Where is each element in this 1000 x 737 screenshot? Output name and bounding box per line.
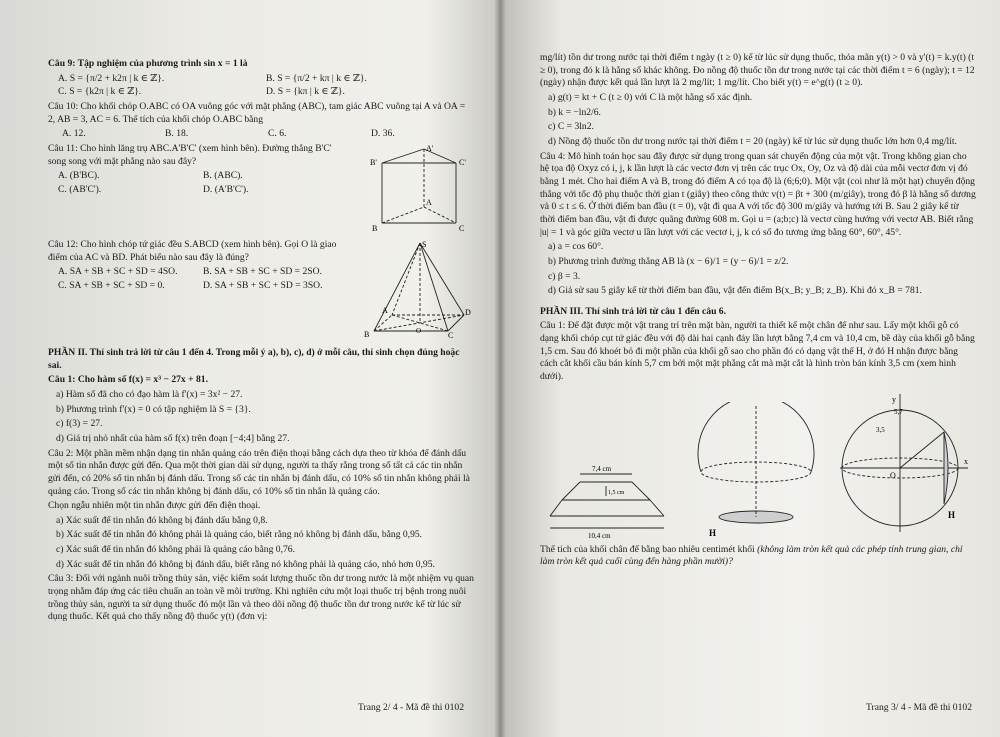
p2-c4-a: a) a = cos 60°.	[548, 241, 604, 253]
p2-c2-lead: Chọn ngẫu nhiên một tin nhắn được gửi đến điện thoại.	[48, 500, 261, 512]
prism-label-a: A	[426, 197, 432, 207]
sphere-label-h: H	[948, 509, 956, 520]
p2-c4-c: c) β = 3.	[548, 270, 581, 282]
q11-option-a: A. (B'BC).	[58, 170, 100, 182]
sphere-label-r57: 5,7	[894, 407, 903, 416]
q9-option-d: D. S = {kπ | k ∈ ℤ}.	[266, 86, 345, 98]
p2-c3-c: c) C = 3ln2.	[548, 121, 594, 133]
hollow-label-h: H	[708, 527, 716, 538]
q12-text: Câu 12: Cho hình chóp tứ giác đều S.ABCD (xem hình bên). Gọi O là giao điểm của AC và BD. Phát biểu nào sau đây là đúng?	[48, 238, 337, 263]
p2-c4-b: b) Phương trình đường thẳng AB là (x − 6)/1 = (y − 6)/1 = z/2.	[548, 255, 789, 267]
frustum-top-label: 7,4 cm	[592, 464, 612, 473]
prism-label-b1: B'	[370, 157, 377, 167]
p2-c1-d: d) Giá trị nhỏ nhất của hàm số f(x) trên đoạn [−4;4] bằng 27.	[56, 432, 290, 444]
book-fold	[494, 0, 506, 737]
hollow-figure	[691, 402, 821, 542]
p2-c3-text: Câu 3: Đối với ngành nuôi trồng thủy sản, việc kiểm soát lượng thuốc tồn dư trong nước là một nhiệm vụ quan trọng nhằm đáp ứng các tiêu chuẩn an toàn về môi trường. Khi nghiên cứu một loại thuốc trị bệnh trong nuôi trồng thủy sản, người ta sử dụng thuốc đó một lần và theo dõi nồng độ thuốc tồn dư trong nước kể từ lúc sử dụng thuốc. Kết quả cho thấy nồng độ thuốc y(t) (đơn vị:	[48, 573, 474, 623]
q11-options	[58, 170, 348, 196]
q12-option-d: D. SA + SB + SC + SD = 3SO.	[203, 279, 323, 291]
pyr-label-c: C	[448, 330, 454, 339]
part-3-heading: PHẦN III. Thí sinh trả lời từ câu 1 đến câu 6.	[540, 305, 727, 317]
q9-option-b: B. S = {π/2 + kπ | k ∈ ℤ}.	[266, 72, 367, 84]
p2-c3-d: d) Nồng độ thuốc tồn dư trong nước tại thời điểm t = 20 (ngày) kể từ lúc sử dụng thuốc lớn hơn 0,4 mg/lít.	[548, 135, 957, 147]
part-2-heading: PHẦN II. Thí sinh trả lời từ câu 1 đến 4. Trong mỗi ý a), b), c), d) ở mỗi câu, thí sinh chọn đúng hoặc sai.	[48, 346, 460, 371]
prism-label-b: B	[372, 223, 378, 233]
frustum-figure	[540, 452, 675, 542]
q12-option-b: B. SA + SB + SC + SD = 2SO.	[203, 266, 322, 278]
q9-options	[58, 73, 474, 99]
sphere-label-o: O	[890, 470, 896, 480]
q11-text: Câu 11: Cho hình lăng trụ ABC.A'B'C' (xem hình bên). Đường thẳng B'C' song song với mặt phẳng nào sau đây?	[48, 142, 332, 167]
p3-c1-figures	[540, 392, 976, 542]
p2-c4-text: Câu 4: Mô hình toán học sau đây được sử dụng trong quan sát chuyển động của một vật. Trong không gian cho hệ tọa độ Oxyz có i, j, k lần lượt là các vectơ đơn vị trên các trục Ox, Oy, Oz và độ dài của mỗi vectơ đơn vị đó bằng 1 mét. Cho hai điểm A và B, trong đó điểm A có tọa độ là (6;6;0). Một vật (coi như là một hạt) chuyển động thẳng với tốc độ phụ thuộc thời gian t (giây) theo công thức v(t) = βt + 300 (m/giây), trong đó β là hằng số dương và 0 ≤ t ≤ 6. Ở thời điểm ban đầu (t = 0), vật đi qua A với tốc độ 300 m/giây và hướng tới B. Sau 2 giây kể từ thời điểm ban đầu, vật đi được quãng đường 608 m. Gọi u = (a;b;c) là vectơ cùng hướng với vectơ AB. Biết rằng |u| = 1 và góc giữa vectơ u lần lượt với các vectơ i, j, k có số đo tương ứng bằng 60°, 60°, 45°.	[540, 150, 976, 238]
q9-option-a: A. S = {π/2 + k2π | k ∈ ℤ}.	[58, 72, 165, 84]
page-3-footer: Trang 3/ 4 - Mã đề thi 0102	[866, 702, 972, 714]
pyr-label-a: A	[382, 305, 388, 315]
p2-c3-b: b) k = −ln2/6.	[548, 106, 601, 118]
final-question	[540, 544, 976, 569]
prism-label-c1: C'	[459, 157, 466, 167]
pyr-label-o: O	[416, 326, 422, 335]
q11-option-c: C. (AB'C').	[58, 183, 102, 195]
q9-text: Câu 9: Tập nghiệm của phương trình sin x = 1 là	[48, 58, 248, 69]
prism-label-c: C	[459, 223, 465, 233]
p3-c1-text: Câu 1: Để đặt được một vật trang trí trên mặt bàn, người ta thiết kế một chân đế như sau. Lấy một khối gỗ có dạng khối chóp cụt tứ giác đều với độ dài hai cạnh đáy lần lượt bằng 7,4 cm và 10,4 cm, bề dày của khối gỗ bằng 1,5 cm. Sau đó khoét bỏ đi một phần của khối gỗ sao cho phần đó có dạng vật thể H, ở đó H nhận được bằng cách cắt khối cầu bán kính 5,7 cm bởi một mặt phẳng cắt mà mặt cắt là hình tròn bán kính 3,5 cm (xem hình dưới).	[540, 320, 975, 383]
q10-options	[62, 128, 474, 141]
frustum-bottom-label: 10,4 cm	[588, 531, 611, 540]
q12-options	[58, 266, 348, 292]
prism-label-a1: A'	[426, 143, 434, 153]
p2-c2-c: c) Xác suất để tin nhắn đó không phải là quảng cáo bằng 0,76.	[56, 544, 295, 556]
prism-figure	[364, 143, 474, 235]
p2-c2-a: a) Xác suất để tin nhắn đó không bị đánh dấu bằng 0,8.	[56, 514, 268, 526]
p2-c1-b: b) Phương trình f'(x) = 0 có tập nghiệm là S = {3}.	[56, 403, 251, 415]
q10-option-d: D. 36.	[371, 128, 395, 140]
pyr-label-d: D	[465, 307, 471, 317]
sphere-label-y: y	[892, 394, 896, 404]
q12-block	[48, 239, 474, 339]
p2-c2-d: d) Xác suất để tin nhắn đó không bị đánh dấu, biết rằng nó không phải là quảng cáo, nhỏ hơn 0,95.	[56, 558, 435, 570]
final-question-text: Thể tích của khối chân đế bằng bao nhiêu centimét khối	[540, 543, 755, 555]
page-2-footer: Trang 2/ 4 - Mã đề thi 0102	[358, 702, 464, 714]
p2-c3-a: a) g(t) = kt + C (t ≥ 0) với C là một hằng số xác định.	[548, 91, 753, 103]
sphere-label-x: x	[964, 456, 968, 466]
q10-option-b: B. 18.	[165, 128, 189, 140]
q11-option-d: D. (A'B'C').	[203, 183, 249, 195]
page-3	[500, 0, 1000, 737]
pyramid-figure	[364, 239, 474, 339]
p2-c1-text: Câu 1: Cho hàm số f(x) = x³ − 27x + 81.	[48, 374, 208, 386]
q10-option-c: C. 6.	[268, 128, 287, 140]
p2-c3-continued: mg/lít) tồn dư trong nước tại thời điểm t ngày (t ≥ 0) kể từ lúc sử dụng thuốc, thỏa mãn y(t) > 0 và y'(t) = k.y(t) (t ≥ 0), trong đó k là hằng số khác không. Đo nồng độ thuốc tồn dư trong nước tại các thời điểm t = 6 (ngày); t = 12 (ngày) nhận được kết quả lần lượt là 2 mg/lít; 1 mg/lít. Cho biết y(t) = e^g(t) (t ≥ 0).	[540, 52, 975, 89]
frustum-thick-label: 1,5 cm	[608, 489, 625, 496]
sphere-figure	[836, 392, 976, 542]
final-question-note: (không làm tròn kết quả các phép tính trung gian, chỉ làm tròn kết quả cuối cùng đến hàng phần mười)?	[540, 543, 963, 568]
pyr-label-b: B	[364, 329, 370, 339]
q12-option-a: A. SA + SB + SC + SD = 4SO.	[58, 266, 178, 278]
pyr-label-s: S	[422, 239, 427, 249]
sphere-label-r35: 3,5	[876, 425, 885, 434]
q12-option-c: C. SA + SB + SC + SD = 0.	[58, 279, 165, 291]
q11-option-b: B. (ABC).	[203, 170, 243, 182]
q11-block	[48, 143, 474, 235]
q10-text: Câu 10: Cho khối chóp O.ABC có OA vuông góc với mặt phẳng (ABC), tam giác ABC vuông tại A và OA = 2, AB = 3, AC = 6. Thể tích của khối chóp O.ABC bằng	[48, 100, 466, 125]
p2-c2-b: b) Xác suất để tin nhắn đó không phải là quảng cáo, biết rằng nó không bị đánh dấu, bằng 0,95.	[56, 529, 423, 541]
q9-option-c: C. S = {k2π | k ∈ ℤ}.	[58, 86, 142, 98]
p2-c1-a: a) Hàm số đã cho có đạo hàm là f'(x) = 3x² − 27.	[56, 388, 243, 400]
p2-c1-c: c) f(3) = 27.	[56, 418, 103, 430]
q10-option-a: A. 12.	[62, 128, 86, 140]
p2-c4-d: d) Giả sử sau 5 giây kể từ thời điểm ban đầu, vật đến điểm B(x_B; y_B; z_B). Khi đó x_B = 781.	[548, 285, 922, 297]
p2-c2-text: Câu 2: Một phần mềm nhận dạng tin nhắn quảng cáo trên điện thoại bằng cách dựa theo từ khóa để đánh dấu một số tin nhắn được gửi đến. Qua một thời gian dài sử dụng, người ta thấy rằng trong số tất cả các tin nhắn gửi đến, có 20% số tin nhắn bị đánh dấu. Trong số các tin nhắn bị đánh dấu, có 10% số tin nhắn không phải là quảng cáo. Trong số các tin nhắn không bị đánh dấu, có 10% số tin nhắn là quảng cáo.	[48, 447, 470, 497]
